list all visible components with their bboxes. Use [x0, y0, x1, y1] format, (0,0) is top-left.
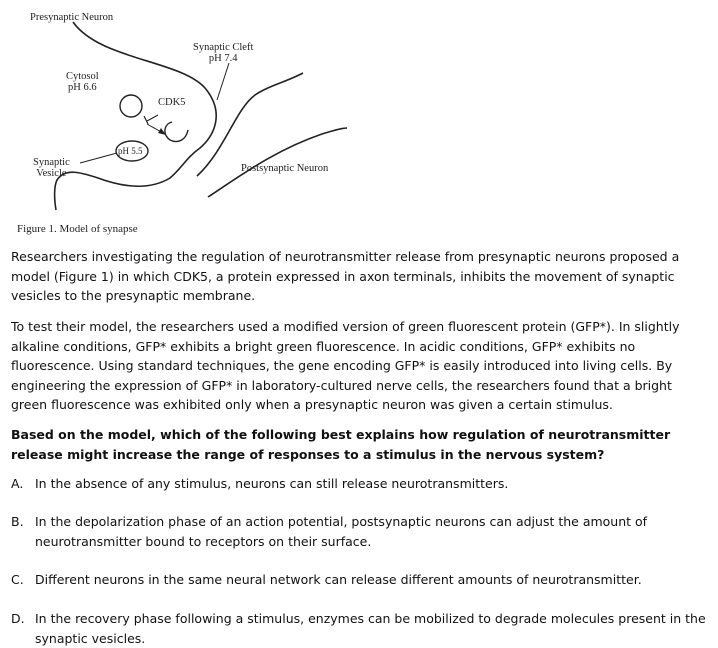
option-text: In the absence of any stimulus, neurons can still release neurotransmitters. — [35, 476, 509, 491]
label-postsynaptic-neuron: Postsynaptic Neuron — [241, 163, 329, 174]
synapse-figure — [0, 0, 718, 240]
option-letter: B. — [11, 514, 24, 529]
label-cytosol-ph: pH 6.6 — [68, 82, 97, 93]
synapse-diagram — [0, 0, 718, 240]
label-synaptic-cleft — [193, 42, 253, 64]
option-letter: C. — [11, 572, 24, 587]
option-text: Different neurons in the same neural network can release different amounts of neurotransmitter. — [35, 572, 642, 587]
cdk5-inhibitor-bar — [144, 116, 148, 124]
label-presynaptic-neuron: Presynaptic Neuron — [30, 12, 114, 23]
label-synaptic-vesicle-line2: Vesicle — [36, 168, 67, 179]
label-cytosol-name: Cytosol — [66, 71, 99, 82]
passage-paragraph-1: Researchers investigating the regulation of neurotransmitter release from presynaptic neurons proposed a model (Figure 1) in which CDK5, a protein expressed in axon terminals, inhibits the movement of synaptic vesicles to the presynaptic membrane. — [11, 249, 680, 304]
option-letter: D. — [11, 611, 25, 626]
label-synaptic-cleft-name: Synaptic Cleft — [193, 42, 254, 53]
synaptic-vesicle-docking — [165, 122, 188, 142]
answer-option-a[interactable] — [11, 474, 711, 494]
figure-caption: Figure 1. Model of synapse — [17, 223, 138, 235]
option-letter: A. — [11, 476, 24, 491]
synaptic-vesicle-pointer — [80, 153, 117, 163]
answer-option-b[interactable] — [11, 512, 711, 551]
option-text: In the recovery phase following a stimulus, enzymes can be mobilized to degrade molecules present in the synaptic vesicles. — [35, 611, 706, 646]
label-synaptic-vesicle — [33, 157, 70, 179]
label-cytosol — [66, 71, 99, 93]
label-synaptic-cleft-ph: pH 7.4 — [208, 53, 238, 64]
answer-option-c[interactable] — [11, 570, 711, 590]
option-text: In the depolarization phase of an action potential, postsynaptic neurons can adjust the amount of neurotransmitter bound to receptors on their surface. — [35, 514, 648, 549]
synaptic-vesicle-upper — [120, 95, 142, 117]
synaptic-cleft-pointer — [217, 63, 229, 100]
question-stem: Based on the model, which of the following best explains how regulation of neurotransmitter release might increase the range of responses to a stimulus in the nervous system? — [11, 427, 671, 462]
cdk5-inhibitor-line — [147, 115, 158, 121]
label-cdk5: CDK5 — [158, 97, 186, 108]
label-synaptic-vesicle-line1: Synaptic — [33, 157, 70, 168]
label-vesicle-ph: pH 5.5 — [118, 146, 143, 156]
answer-option-d[interactable] — [11, 609, 711, 648]
postsynaptic-membrane-inner — [197, 73, 303, 176]
passage-paragraph-2: To test their model, the researchers used a modified version of green fluorescent protein (GFP*). In slightly alkaline conditions, GFP* exhibits a bright green fluorescence. In acidic conditions, GFP* exhibits no fluorescence. Using standard techniques, the gene encoding GFP* is easily introduced into living cells. By engineering the expression of GFP* in laboratory-cultured nerve cells, the researchers found that a bright green fluorescence was exhibited only when a presynaptic neuron was given a certain stimulus. — [11, 319, 680, 413]
